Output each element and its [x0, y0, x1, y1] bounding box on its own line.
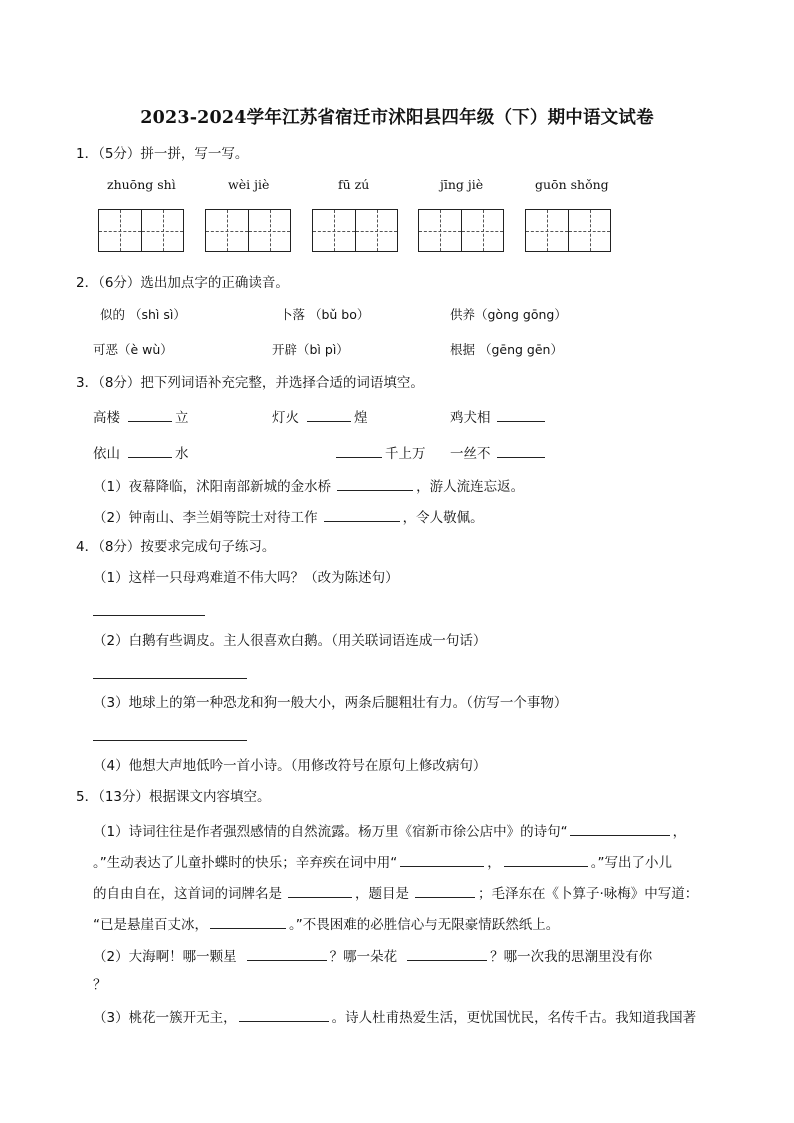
page-title: 2023-2024学年江苏省宿迁市沭阳县四年级（下）期中语文试卷 [140, 108, 654, 128]
q2-item-6: 根据 （gēng gēn） [450, 342, 563, 357]
q5-p3-line-1 [93, 1007, 696, 1027]
q5-p2-blank-2[interactable] [407, 946, 487, 961]
q4-answer-line-1[interactable] [93, 615, 205, 616]
q5-stem: 5．（13分）根据课文内容填空。 [76, 789, 271, 805]
q1-pinyin-5: guōn shǒng [535, 177, 609, 192]
q1-pinyin-4: jīng jiè [440, 177, 484, 192]
q3-word-1-pre: 高楼 [93, 410, 120, 426]
q5-p1-l1-text-b: ， [672, 824, 687, 840]
q1-writing-grid-4[interactable] [418, 209, 504, 252]
q5-p2-line-2: ？ [93, 977, 107, 993]
q3-blank-5[interactable] [336, 443, 382, 458]
q3-s2-blank[interactable] [324, 507, 400, 522]
q3-word-2-pre: 灯火 [272, 410, 299, 426]
q5-p1-l2-text-c: 。”写出了小儿 [590, 855, 672, 871]
q5-p2-l1-text-a: （2）大海啊！哪一颗星 [93, 949, 237, 965]
q3-word-3 [450, 407, 548, 427]
q5-p1-l4-text-b: 。”不畏困难的必胜信心与无限豪情跃然纸上。 [289, 917, 560, 933]
q5-p2-blank-1[interactable] [247, 946, 327, 961]
q4-item-3: （3）地球上的第一种恐龙和狗一般大小，两条后腿粗壮有力。（仿写一个事物） [93, 695, 568, 711]
q3-blank-1[interactable] [128, 407, 172, 422]
q5-p1-l1-text-a: （1）诗词往往是作者强烈感情的自然流露。杨万里《宿新市徐公店中》的诗句“ [93, 824, 568, 840]
q5-p1-l4-text-a: “已是悬崖百丈冰， [93, 917, 208, 933]
q5-p3-text-a: （3）桃花一簇开无主， [93, 1010, 237, 1026]
q1-writing-grid-1[interactable] [98, 209, 184, 252]
q1-pinyin-3: fū zú [338, 177, 370, 192]
q1-pinyin-1: zhuōng shì [107, 177, 176, 192]
q3-word-5 [336, 443, 426, 463]
q4-item-1: （1）这样一只母鸡难道不伟大吗？（改为陈述句） [93, 570, 399, 586]
q3-word-1 [93, 407, 189, 427]
q5-p2-l1-text-b: ？哪一朵花 [329, 949, 398, 965]
q3-s2-text-b: ，令人敬佩。 [402, 510, 484, 526]
q5-p1-l3-text-b: ，题目是 [355, 886, 409, 902]
q3-stem: 3．（8分）把下列词语补充完整，并选择合适的词语填空。 [76, 375, 424, 391]
q5-p1-line-1 [93, 821, 686, 841]
q1-pinyin-2: wèi jiè [228, 177, 270, 192]
q3-s1-blank[interactable] [337, 476, 413, 491]
q4-stem: 4．（8分）按要求完成句子练习。 [76, 539, 276, 555]
q3-blank-3[interactable] [497, 407, 545, 422]
q3-word-2 [272, 407, 368, 427]
q4-answer-line-3[interactable] [93, 740, 247, 741]
q2-stem: 2．（6分）选出加点字的正确读音。 [76, 275, 289, 291]
q3-s2-text-a: （2）钟南山、李兰娟等院士对待工作 [93, 510, 318, 526]
q2-item-5: 开辟（bì pì） [272, 342, 349, 357]
q5-p1-l3-text-c: ；毛泽东在《卜算子·咏梅》中写道： [478, 886, 699, 902]
q3-word-1-post: 立 [175, 410, 189, 426]
q5-p1-blank-5[interactable] [415, 883, 475, 898]
q4-item-4: （4）他想大声地低吟一首小诗。（用修改符号在原句上修改病句） [93, 758, 487, 774]
q3-blank-4[interactable] [128, 443, 172, 458]
q3-s1-text-b: ，游人流连忘返。 [416, 479, 525, 495]
q5-p3-blank-1[interactable] [239, 1007, 329, 1022]
q2-item-3: 供养（gòng gōng） [450, 307, 567, 322]
q4-answer-line-2[interactable] [93, 678, 247, 679]
q3-word-4-post: 水 [175, 446, 189, 462]
q5-p1-blank-1[interactable] [570, 821, 670, 836]
q3-sentence-1 [93, 476, 524, 496]
q3-sentence-2 [93, 507, 484, 527]
q5-p2-line-1 [93, 946, 652, 966]
q3-blank-2[interactable] [307, 407, 351, 422]
q5-p1-blank-3[interactable] [504, 852, 588, 867]
q5-p1-blank-4[interactable] [288, 883, 352, 898]
q3-word-4 [93, 443, 189, 463]
q5-p1-line-4 [93, 914, 559, 934]
q3-word-4-pre: 依山 [93, 446, 120, 462]
q3-word-5-post: 千上万 [385, 446, 426, 462]
q2-item-4: 可恶（è wù） [93, 342, 173, 357]
q3-word-2-post: 煌 [354, 410, 368, 426]
q1-stem: 1．（5分）拼一拼，写一写。 [76, 146, 249, 162]
q5-p2-l1-text-c: ？哪一次我的思潮里没有你 [490, 949, 653, 965]
q5-p1-blank-6[interactable] [210, 914, 286, 929]
q3-s1-text-a: （1）夜幕降临，沭阳南部新城的金水桥 [93, 479, 332, 495]
q3-word-6 [450, 443, 548, 463]
q5-p1-blank-2[interactable] [400, 852, 484, 867]
q1-writing-grid-3[interactable] [312, 209, 398, 252]
q5-p3-text-b: 。诗人杜甫热爱生活，更忧国忧民，名传千古。我知道我国著 [331, 1010, 697, 1026]
q3-word-3-pre: 鸡犬相 [450, 410, 491, 426]
q5-p1-l3-text-a: 的自由自在，这首词的词牌名是 [93, 886, 282, 902]
q5-p1-line-2 [93, 852, 672, 872]
q2-item-2: 卜落 （bǔ bo） [280, 307, 370, 322]
q3-word-6-pre: 一丝不 [450, 446, 491, 462]
q4-item-2: （2）白鹅有些调皮。主人很喜欢白鹅。（用关联词语连成一句话） [93, 633, 487, 649]
q2-item-1: 似的 （shì sì） [100, 307, 186, 322]
q1-writing-grid-2[interactable] [205, 209, 291, 252]
q1-writing-grid-5[interactable] [525, 209, 611, 252]
q5-p1-line-3 [93, 883, 698, 903]
q5-p1-l2-text-a: 。”生动表达了儿童扑蝶时的快乐；辛弃疾在词中用“ [93, 855, 398, 871]
q5-p1-l2-text-b: ， [487, 855, 501, 871]
q3-blank-6[interactable] [497, 443, 545, 458]
